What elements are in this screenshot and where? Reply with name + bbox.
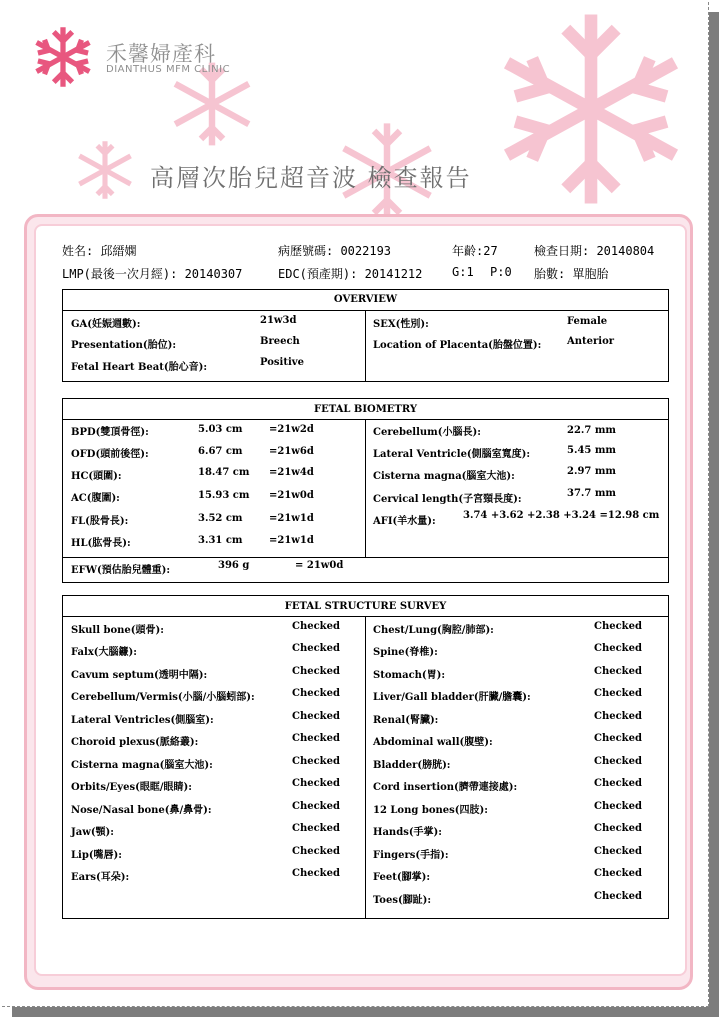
fetus-count: 胎數: 單胞胎 (534, 267, 609, 281)
biometry-ga: =21w6d (269, 446, 314, 457)
overview-title: OVERVIEW (333, 294, 398, 305)
survey-value: Checked (594, 846, 642, 857)
survey-label: Renal(腎臟): (373, 715, 439, 726)
survey-label: Jaw(顎): (71, 827, 114, 838)
survey-value: Checked (292, 778, 340, 789)
biometry-value: 5.45 mm (567, 445, 616, 456)
biometry-label: Cisterna magna(腦室大池): (373, 471, 515, 482)
survey-label: Abdominal wall(腹壁): (373, 737, 493, 748)
survey-title: FETAL STRUCTURE SURVEY (284, 601, 447, 612)
overview-section (62, 289, 669, 382)
survey-value: Checked (292, 868, 340, 879)
fhb-label: Fetal Heart Beat(胎心音): (71, 362, 208, 373)
biometry-value: 22.7 mm (567, 425, 616, 436)
efw-value: 396 g (218, 560, 250, 571)
biometry-ga: =21w0d (269, 490, 314, 501)
survey-value: Checked (594, 666, 642, 677)
survey-label: 12 Long bones(四肢): (373, 805, 488, 816)
survey-label: Liver/Gall bladder(肝臟/膽囊): (373, 692, 531, 703)
biometry-label: BPD(雙頂骨徑): (71, 427, 149, 438)
afi-label: AFI(羊水量): (373, 516, 436, 527)
presentation-value: Breech (260, 336, 300, 347)
survey-value: Checked (292, 733, 340, 744)
exam-date: 檢查日期: 20140804 (534, 244, 655, 258)
survey-value: Checked (292, 801, 340, 812)
lmp: LMP(最後一次月經): 20140307 (62, 267, 243, 281)
survey-value: Checked (292, 711, 340, 722)
biometry-title: FETAL BIOMETRY (313, 404, 417, 415)
patient-name: 姓名: 邱縉嫻 (62, 244, 137, 258)
biometry-value: 37.7 mm (567, 488, 616, 499)
survey-value: Checked (292, 621, 340, 632)
fhb-value: Positive (260, 357, 304, 368)
survey-label: Cisterna magna(腦室大池): (71, 760, 213, 771)
efw-ga: = 21w0d (295, 560, 344, 571)
survey-label: Bladder(膀胱): (373, 760, 451, 771)
survey-value: Checked (594, 823, 642, 834)
survey-section (62, 595, 669, 919)
ga-label: GA(妊娠週數): (71, 319, 141, 330)
biometry-value: 5.03 cm (198, 424, 243, 435)
survey-value: Checked (594, 801, 642, 812)
placenta-label: Location of Placenta(胎盤位置): (373, 340, 542, 351)
edc: EDC(預產期): 20141212 (278, 267, 423, 281)
survey-value: Checked (292, 666, 340, 677)
biometry-value: 18.47 cm (198, 467, 250, 478)
report-title: 高層次胎兒超音波 檢查報告 (150, 164, 472, 192)
afi-value: 3.74 +3.62 +2.38 +3.24 =12.98 cm (463, 510, 660, 521)
biometry-ga: =21w2d (269, 424, 314, 435)
survey-value: Checked (292, 688, 340, 699)
survey-label: Nose/Nasal bone(鼻/鼻骨): (71, 805, 212, 816)
survey-value: Checked (594, 868, 642, 879)
snowflake-decoration-icon (72, 138, 138, 202)
survey-value: Checked (594, 733, 642, 744)
biometry-value: 15.93 cm (198, 490, 250, 501)
survey-value: Checked (594, 621, 642, 632)
survey-label: Chest/Lung(胸腔/肺部): (373, 625, 494, 636)
sex-label: SEX(性別): (373, 319, 429, 330)
para: P:0 (490, 265, 512, 279)
sex-value: Female (567, 316, 608, 327)
placenta-value: Anterior (567, 336, 615, 347)
survey-label: Cerebellum/Vermis(小腦/小腦蚓部): (71, 692, 255, 703)
clinic-name-en: DIANTHUS MFM CLINIC (106, 64, 231, 75)
survey-value: Checked (594, 778, 642, 789)
survey-label: Choroid plexus(脈絡叢): (71, 737, 199, 748)
page-shadow-right (709, 12, 719, 1015)
biometry-label: OFD(頭前後徑): (71, 449, 149, 460)
survey-label: Cord insertion(臍帶連接處): (373, 782, 518, 793)
survey-label: Lateral Ventricles(側腦室): (71, 715, 214, 726)
gravida: G:1 (452, 265, 474, 279)
biometry-ga: =21w1d (269, 535, 314, 546)
biometry-value: 6.67 cm (198, 446, 243, 457)
survey-label: Orbits/Eyes(眼眶/眼睛): (71, 782, 192, 793)
record-number: 病歷號碼: 0022193 (278, 244, 392, 258)
survey-label: Lip(嘴唇): (71, 850, 122, 861)
survey-label: Feet(腳掌): (373, 872, 431, 883)
biometry-value: 3.31 cm (198, 535, 243, 546)
survey-value: Checked (594, 891, 642, 902)
survey-label: Cavum septum(透明中隔): (71, 670, 208, 681)
survey-value: Checked (292, 756, 340, 767)
survey-label: Stomach(胃): (373, 670, 446, 681)
survey-value: Checked (292, 643, 340, 654)
survey-label: Falx(大腦鐮): (71, 647, 137, 658)
survey-label: Spine(脊椎): (373, 647, 438, 658)
survey-value: Checked (292, 846, 340, 857)
biometry-ga: =21w4d (269, 467, 314, 478)
page-shadow-bottom (12, 1007, 719, 1017)
biometry-label: Cerebellum(小腦長): (373, 427, 481, 438)
survey-value: Checked (292, 823, 340, 834)
snowflake-decoration-icon (480, 4, 702, 214)
survey-value: Checked (594, 643, 642, 654)
ga-value: 21w3d (260, 315, 297, 326)
efw-label: EFW(預估胎兒體重): (71, 565, 171, 576)
survey-label: Fingers(手指): (373, 850, 449, 861)
survey-label: Toes(腳趾): (373, 895, 432, 906)
biometry-label: Lateral Ventricle(側腦室寬度): (373, 449, 531, 460)
survey-label: Skull bone(頭骨): (71, 625, 164, 636)
biometry-label: Cervical length(子宮頸長度): (373, 494, 522, 505)
biometry-section (62, 398, 669, 583)
survey-label: Hands(手掌): (373, 827, 442, 838)
snowflake-logo-icon (30, 24, 96, 90)
biometry-ga: =21w1d (269, 513, 314, 524)
survey-value: Checked (594, 711, 642, 722)
clinic-name-cn: 禾馨婦產科 (106, 42, 216, 66)
patient-age: 年齡:27 (452, 244, 498, 258)
presentation-label: Presentation(胎位): (71, 340, 177, 351)
biometry-value: 2.97 mm (567, 466, 616, 477)
survey-value: Checked (594, 756, 642, 767)
biometry-label: HC(頭圍): (71, 471, 122, 482)
survey-label: Ears(耳朵): (71, 872, 130, 883)
biometry-label: AC(腹圍): (71, 493, 120, 504)
biometry-label: HL(肱骨長): (71, 538, 131, 549)
biometry-label: FL(股骨長): (71, 516, 129, 527)
biometry-value: 3.52 cm (198, 513, 243, 524)
survey-value: Checked (594, 688, 642, 699)
